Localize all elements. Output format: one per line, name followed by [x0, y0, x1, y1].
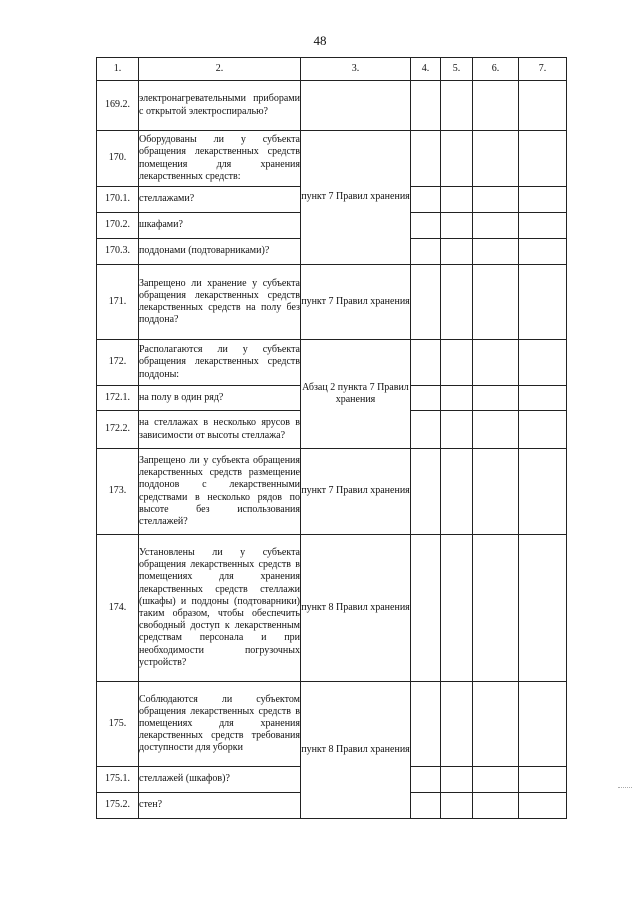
answer-cell[interactable]	[473, 213, 519, 239]
answer-cell[interactable]	[441, 386, 473, 411]
answer-cell[interactable]	[519, 187, 567, 213]
answer-cell[interactable]	[411, 265, 441, 340]
answer-cell[interactable]	[473, 411, 519, 449]
item-number: 175.	[97, 682, 139, 767]
requirement-reference: Абзац 2 пункта 7 Правил хранения	[301, 340, 411, 449]
answer-cell[interactable]	[441, 131, 473, 187]
item-number: 173.	[97, 449, 139, 535]
answer-cell[interactable]	[519, 535, 567, 682]
requirement-reference	[301, 81, 411, 131]
answer-cell[interactable]	[411, 682, 441, 767]
question-text: на полу в один ряд?	[139, 386, 301, 411]
answer-cell[interactable]	[411, 411, 441, 449]
question-text: Запрещено ли хранение у субъекта обращения лекарственных средств лекарственных средств на полу без поддона?	[139, 265, 301, 340]
item-number: 170.3.	[97, 239, 139, 265]
answer-cell[interactable]	[473, 187, 519, 213]
answer-cell[interactable]	[519, 340, 567, 386]
table-row	[97, 340, 567, 386]
answer-cell[interactable]	[473, 767, 519, 793]
answer-cell[interactable]	[441, 767, 473, 793]
answer-cell[interactable]	[519, 81, 567, 131]
column-header: 7.	[519, 58, 567, 81]
column-header: 5.	[441, 58, 473, 81]
answer-cell[interactable]	[441, 265, 473, 340]
table-row	[97, 682, 567, 767]
question-text: шкафами?	[139, 213, 301, 239]
answer-cell[interactable]	[519, 682, 567, 767]
checklist-table	[96, 57, 567, 819]
answer-cell[interactable]	[473, 449, 519, 535]
table-row	[97, 131, 567, 187]
item-number: 172.1.	[97, 386, 139, 411]
item-number: 171.	[97, 265, 139, 340]
answer-cell[interactable]	[473, 793, 519, 819]
question-text: поддонами (подтоварниками)?	[139, 239, 301, 265]
item-number: 170.1.	[97, 187, 139, 213]
answer-cell[interactable]	[411, 535, 441, 682]
page-number: 48	[313, 33, 327, 48]
answer-cell[interactable]	[441, 187, 473, 213]
question-text: стеллажами?	[139, 187, 301, 213]
answer-cell[interactable]	[519, 265, 567, 340]
requirement-reference: пункт 7 Правил хранения	[301, 131, 411, 265]
answer-cell[interactable]	[473, 131, 519, 187]
answer-cell[interactable]	[411, 767, 441, 793]
requirement-reference: пункт 7 Правил хранения	[301, 265, 411, 340]
question-text: Соблюдаются ли субъектом обращения лекарственных средств в помещениях для хранения лекарственных средств требования доступности для уборки	[139, 682, 301, 767]
table-row	[97, 535, 567, 682]
answer-cell[interactable]	[411, 386, 441, 411]
scan-edge-mark	[618, 787, 632, 788]
answer-cell[interactable]	[411, 131, 441, 187]
question-text: стен?	[139, 793, 301, 819]
question-text: на стеллажах в несколько ярусов в зависимости от высоты стеллажа?	[139, 411, 301, 449]
answer-cell[interactable]	[411, 81, 441, 131]
question-text: стеллажей (шкафов)?	[139, 767, 301, 793]
answer-cell[interactable]	[473, 386, 519, 411]
answer-cell[interactable]	[441, 682, 473, 767]
answer-cell[interactable]	[411, 187, 441, 213]
table-row	[97, 81, 567, 131]
answer-cell[interactable]	[519, 767, 567, 793]
answer-cell[interactable]	[519, 131, 567, 187]
answer-cell[interactable]	[441, 340, 473, 386]
answer-cell[interactable]	[441, 239, 473, 265]
requirement-reference: пункт 7 Правил хранения	[301, 449, 411, 535]
answer-cell[interactable]	[473, 81, 519, 131]
item-number: 174.	[97, 535, 139, 682]
question-text: Установлены ли у субъекта обращения лекарственных средств в помещениях для хранения лекарственных средств стеллажи (шкафы) и поддоны (подтоварники) таким образом, чтобы обеспечить свободный доступ к лекарственным средствам персонала и при необходимости погрузочных устройств?	[139, 535, 301, 682]
answer-cell[interactable]	[411, 213, 441, 239]
answer-cell[interactable]	[411, 340, 441, 386]
item-number: 170.2.	[97, 213, 139, 239]
item-number: 175.1.	[97, 767, 139, 793]
column-header: 2.	[139, 58, 301, 81]
item-number: 175.2.	[97, 793, 139, 819]
question-text: Оборудованы ли у субъекта обращения лекарственных средств помещения для хранения лекарственных средств:	[139, 131, 301, 187]
item-number: 170.	[97, 131, 139, 187]
answer-cell[interactable]	[519, 213, 567, 239]
column-header: 3.	[301, 58, 411, 81]
answer-cell[interactable]	[441, 449, 473, 535]
question-text: электронагревательными приборами с открытой электроспиралью?	[139, 81, 301, 131]
table-row	[97, 449, 567, 535]
answer-cell[interactable]	[441, 411, 473, 449]
answer-cell[interactable]	[441, 81, 473, 131]
question-text: Запрещено ли у субъекта обращения лекарственных средств размещение поддонов с лекарственными средствами в несколько рядов по высоте без использования стеллажей?	[139, 449, 301, 535]
answer-cell[interactable]	[519, 411, 567, 449]
column-header: 4.	[411, 58, 441, 81]
column-header: 1.	[97, 58, 139, 81]
answer-cell[interactable]	[441, 213, 473, 239]
item-number: 172.2.	[97, 411, 139, 449]
answer-cell[interactable]	[473, 239, 519, 265]
answer-cell[interactable]	[519, 386, 567, 411]
item-number: 169.2.	[97, 81, 139, 131]
answer-cell[interactable]	[411, 239, 441, 265]
answer-cell[interactable]	[519, 449, 567, 535]
answer-cell[interactable]	[473, 340, 519, 386]
answer-cell[interactable]	[473, 682, 519, 767]
answer-cell[interactable]	[473, 535, 519, 682]
answer-cell[interactable]	[411, 793, 441, 819]
answer-cell[interactable]	[519, 793, 567, 819]
requirement-reference: пункт 8 Правил хранения	[301, 535, 411, 682]
column-header: 6.	[473, 58, 519, 81]
answer-cell[interactable]	[519, 239, 567, 265]
header-row	[97, 58, 567, 81]
item-number: 172.	[97, 340, 139, 386]
question-text: Располагаются ли у субъекта обращения лекарственных средств поддоны:	[139, 340, 301, 386]
answer-cell[interactable]	[473, 265, 519, 340]
answer-cell[interactable]	[441, 535, 473, 682]
answer-cell[interactable]	[411, 449, 441, 535]
table-row	[97, 265, 567, 340]
requirement-reference: пункт 8 Правил хранения	[301, 682, 411, 819]
answer-cell[interactable]	[441, 793, 473, 819]
